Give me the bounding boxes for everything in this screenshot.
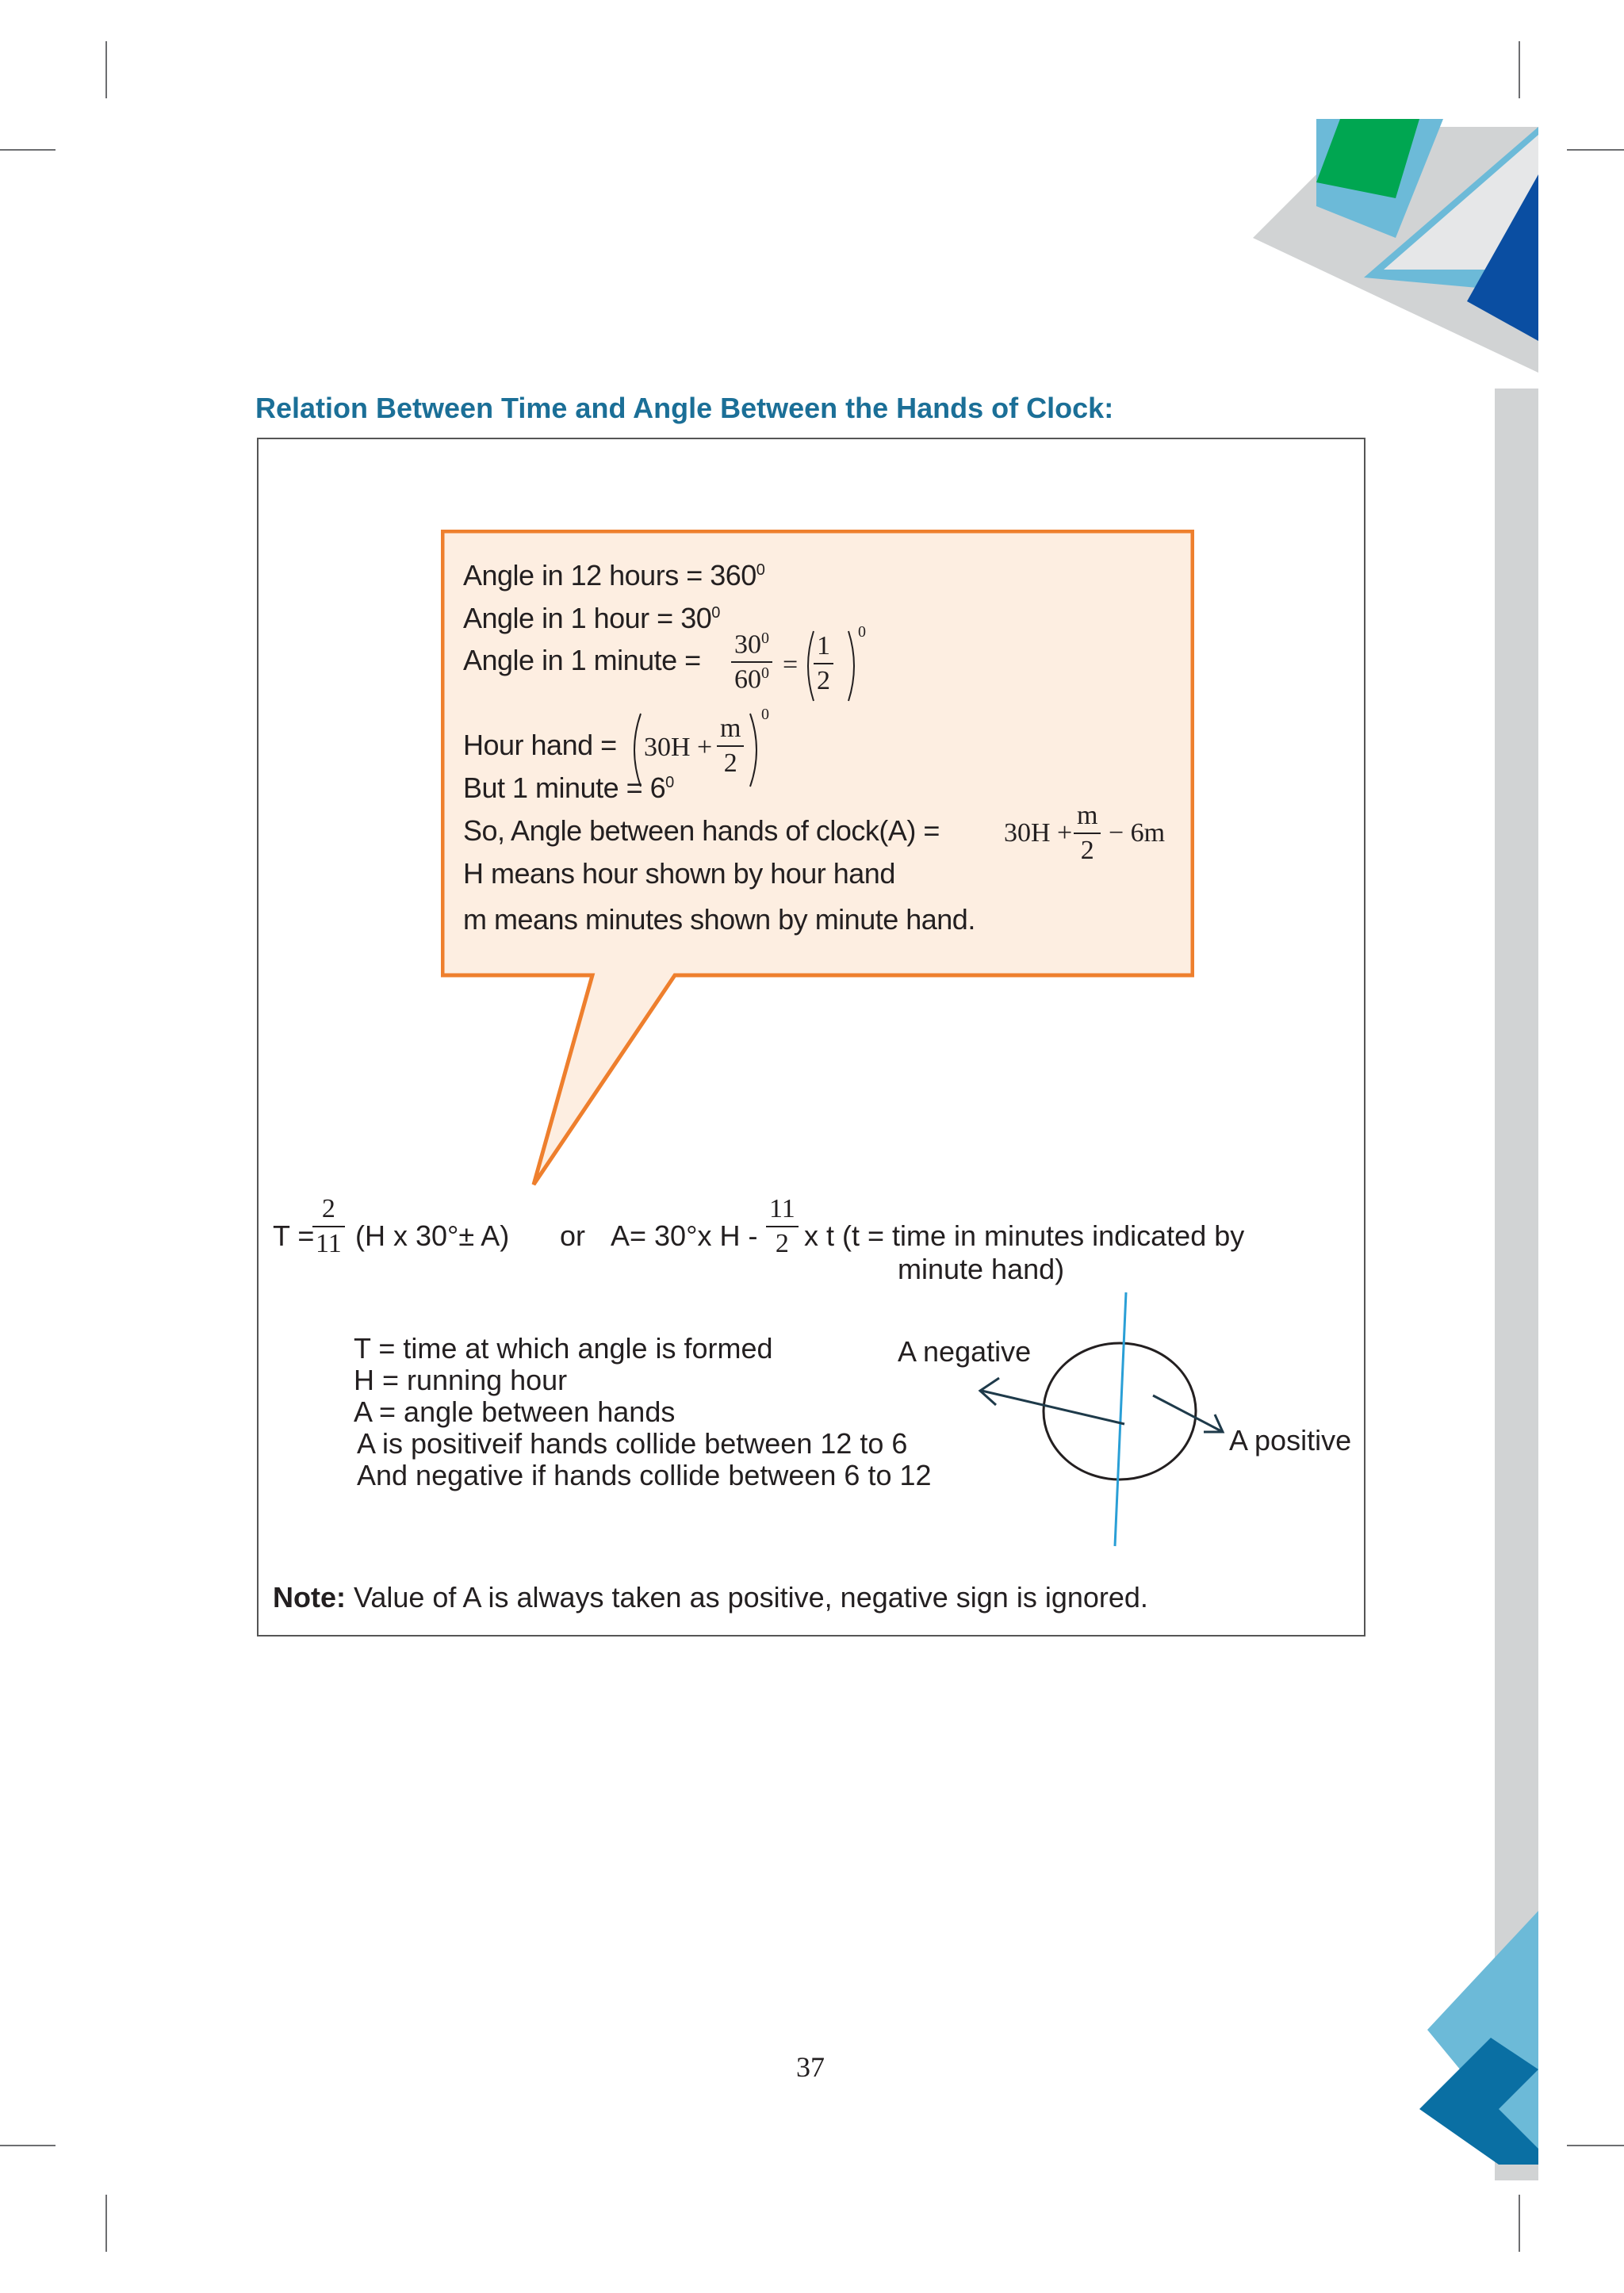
crop-mark bbox=[1567, 149, 1624, 151]
note-label: Note: bbox=[273, 1581, 346, 1614]
note-line bbox=[273, 1581, 1148, 1614]
crop-mark bbox=[1519, 2195, 1520, 2252]
formula-or: or bbox=[560, 1219, 586, 1252]
formula-a-rest: x t (t = time in minutes indicated by bbox=[804, 1219, 1245, 1252]
callout-line-angle-1-hour: Angle in 1 hour = $30^0$ bbox=[463, 602, 720, 634]
degree-superscript: 0 bbox=[761, 706, 769, 723]
fraction-2-over-11: $\frac{2}{11}$ bbox=[312, 1194, 345, 1259]
clock-reference-line bbox=[1115, 1292, 1126, 1546]
a-negative-label: A negative bbox=[898, 1335, 1032, 1368]
callout-line-angle-1-minute: Angle in 1 minute = bbox=[463, 644, 701, 676]
formula-t-expression: (H x 30°± A) bbox=[355, 1219, 510, 1252]
hour-hand-expression: 30H + bbox=[644, 733, 713, 762]
callout-line-m-means: m means minutes shown by minute hand. bbox=[463, 903, 975, 936]
definition-line: A is positiveif hands collide between 12 to 6 bbox=[357, 1427, 908, 1460]
fraction-m-over-2: $\frac{m}{2}$ bbox=[1074, 801, 1101, 866]
callout-line-angle-formula: So, Angle between hands of clock(A) = bbox=[463, 814, 940, 847]
definition-line: H = running hour bbox=[354, 1364, 568, 1396]
negative-hand-arrow bbox=[982, 1391, 1124, 1424]
fraction-30-over-60: $\frac{30^0}{60^0}$ bbox=[731, 630, 772, 695]
clock-diagram bbox=[967, 1284, 1237, 1554]
crop-mark bbox=[0, 149, 56, 151]
angle-formula-expr-a: 30H + bbox=[1004, 818, 1073, 848]
crop-mark bbox=[0, 2145, 56, 2146]
formula-a-rest-continued: minute hand) bbox=[898, 1253, 1065, 1285]
formula-t-label: T = bbox=[273, 1219, 315, 1252]
definition-line: A = angle between hands bbox=[354, 1395, 676, 1428]
fraction-1-over-2: $\frac{1}{2}$ bbox=[814, 631, 833, 696]
callout-line-h-means: H means hour shown by hour hand bbox=[463, 857, 895, 890]
degree-superscript: 0 bbox=[858, 623, 866, 641]
crop-mark bbox=[1519, 41, 1520, 98]
page-title: Relation Between Time and Angle Between the Hands of Clock: bbox=[255, 392, 1114, 424]
equals-sign: = bbox=[783, 650, 799, 679]
fraction-m-over-2: $\frac{m}{2}$ bbox=[717, 714, 744, 779]
callout-line-one-minute: But 1 minute = $6^0$ bbox=[463, 771, 674, 804]
fraction-11-over-2: $\frac{11}{2}$ bbox=[766, 1194, 799, 1259]
definition-line: T = time at which angle is formed bbox=[354, 1332, 773, 1365]
note-text: Value of A is always taken as positive, negative sign is ignored. bbox=[346, 1581, 1148, 1614]
angle-formula-expr-b: − 6m bbox=[1109, 818, 1166, 848]
crop-mark bbox=[105, 41, 107, 98]
a-positive-label: A positive bbox=[1229, 1424, 1352, 1457]
positive-hand-arrow bbox=[1153, 1395, 1223, 1432]
callout-line-angle-12-hours: Angle in 12 hours = $360^0$ bbox=[463, 559, 765, 591]
crop-mark bbox=[1567, 2145, 1624, 2146]
crop-mark bbox=[105, 2195, 107, 2252]
formula-a-expression: A= 30°x H - bbox=[611, 1219, 758, 1252]
page-number: 37 bbox=[796, 2051, 825, 2083]
definition-line: And negative if hands collide between 6 to 12 bbox=[357, 1459, 932, 1491]
callout-line-hour-hand: Hour hand = bbox=[463, 729, 617, 761]
